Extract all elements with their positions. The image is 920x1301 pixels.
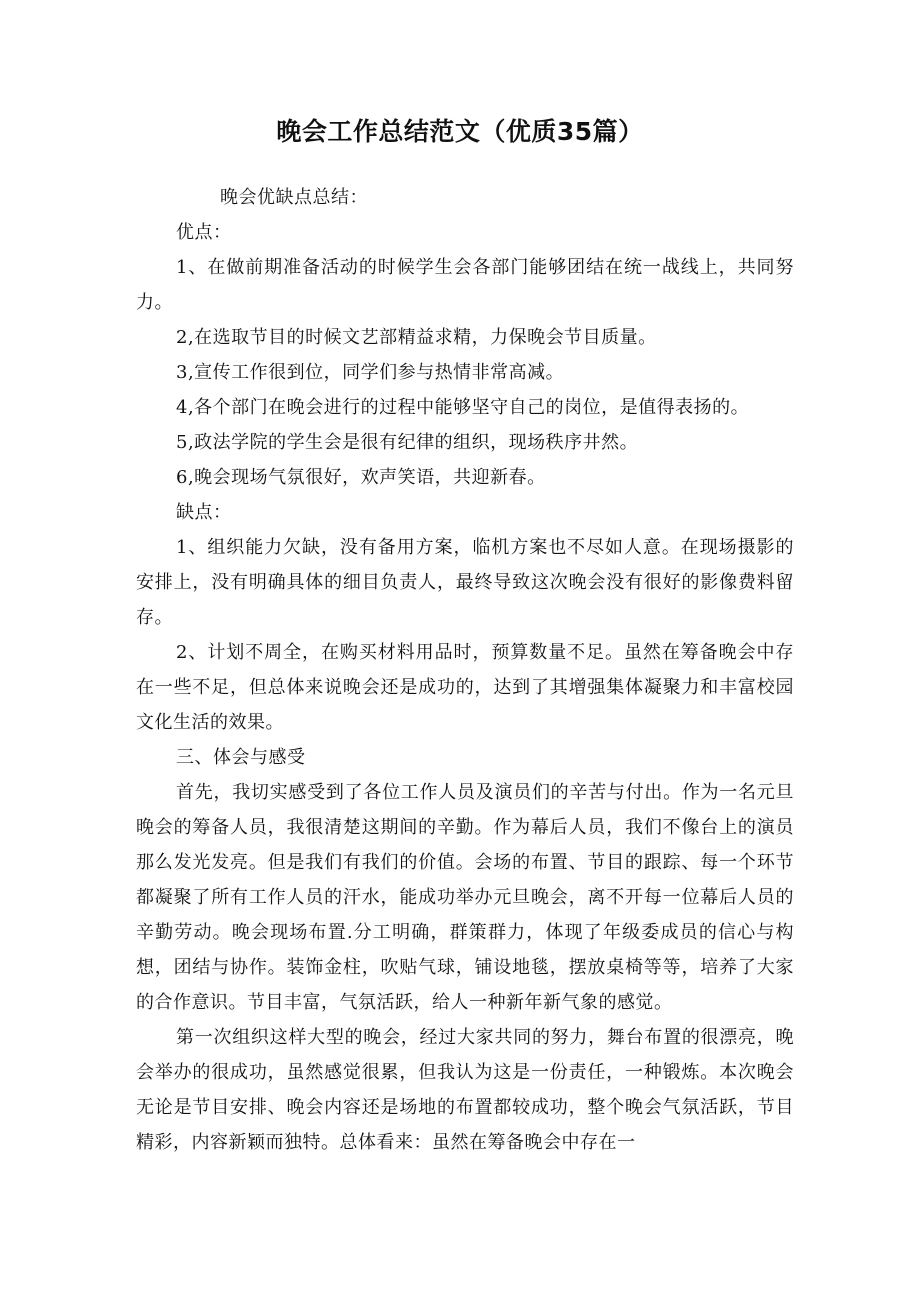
reflection-paragraph-1: 首先，我切实感受到了各位工作人员及演员们的辛苦与付出。作为一名元旦晚会的筹备人员，我很清楚这期间的辛勤。作为幕后人员，我们不像台上的演员那么发光发亮。但是我们有我们的价值。会场的布置、节目的跟踪、每一个环节都凝聚了所有工作人员的汗水，能成功举办元旦晚会，离不开每一位幕后人员的辛勤劳动。晚会现场布置.分工明确，群策群力，体现了年级委成员的信心与构想，团结与协作。装饰金柱，吹贴气球，铺设地毯，摆放桌椅等等，培养了大家的合作意识。节目丰富，气氛活跃，给人一种新年新气象的感觉。 [136, 782, 794, 1013]
cons-item-2: 2、计划不周全，在购买材料用品时，预算数量不足。虽然在筹备晚会中存在一些不足，但总体来说晚会还是成功的，达到了其增强集体凝聚力和丰富校园文化生活的效果。 [136, 642, 794, 733]
pros-item-6: 6,晚会现场气氛很好，欢声笑语，共迎新春。 [176, 467, 546, 488]
document-body [136, 180, 794, 1160]
section-heading-cons: 缺点： [176, 502, 232, 523]
pros-item-1: 1、在做前期准备活动的时候学生会各部门能够团结在统一战线上，共同努力。 [136, 257, 794, 313]
section-heading-pros: 优点： [176, 222, 232, 243]
pros-item-4: 4,各个部门在晚会进行的过程中能够坚守自己的岗位，是值得表扬的。 [176, 397, 750, 418]
cons-item-1: 1、组织能力欠缺，没有备用方案，临机方案也不尽如人意。在现场摄影的安排上，没有明确具体的细目负责人，最终导致这次晚会没有很好的影像费料留存。 [136, 537, 794, 628]
pros-item-5: 5,政法学院的学生会是很有纪律的组织，现场秩序井然。 [176, 432, 639, 453]
pros-item-2: 2,在选取节目的时候文艺部精益求精，力保晚会节目质量。 [176, 327, 657, 348]
section-heading-summary: 晚会优缺点总结： [220, 187, 368, 208]
pros-item-3: 3,宣传工作很到位，同学们参与热情非常高减。 [176, 362, 565, 383]
section-heading-reflection: 三、体会与感受 [176, 747, 306, 768]
reflection-paragraph-2: 第一次组织这样大型的晚会，经过大家共同的努力，舞台布置的很漂亮，晚会举办的很成功，虽然感觉很累，但我认为这是一份责任，一种锻炼。本次晚会无论是节目安排、晚会内容还是场地的布置都较成功，整个晚会气氛活跃，节目精彩，内容新颖而独特。总体看来：虽然在筹备晚会中存在一 [136, 1027, 794, 1153]
document-title: 晚会工作总结范文（优质35篇） [276, 117, 644, 146]
